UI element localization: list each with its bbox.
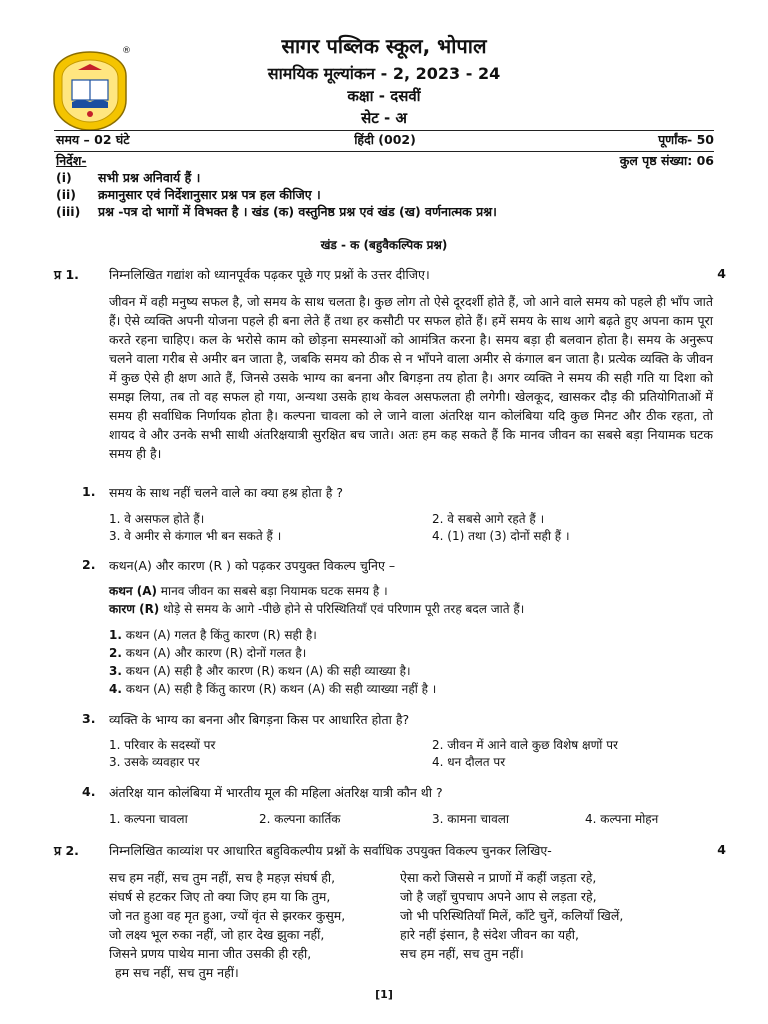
subquestion-text: कथन(A) और कारण (R ) को पढ़कर उपयुक्त विकल्प चुनिए – [109,558,396,573]
registered-mark: ® [122,46,131,56]
total-pages: कुल पृष्ठ संख्या: 06 [619,153,714,168]
poem-line: जो है जहाँ चुपचाप अपने आप से लड़ता रहे, [400,889,597,904]
instruction-item: (iii) प्रश्न -पत्र दो भागों में विभक्त है । खंड (क) वस्तुनिष्ठ प्रश्न एवं खंड (ख) वर्णनात्मक प्रश्न। [56,204,497,219]
set-label: सेट - अ [361,109,407,127]
class-label: कक्षा - दसवीं [347,87,421,105]
instructions-heading: निर्देश- [56,153,87,168]
option: 2. जीवन में आने वाले कुछ विशेष क्षणों पर [432,738,618,752]
poem-right-stanza [400,868,623,963]
question-number: प्र 1. [54,267,79,282]
poem-line: हारे नहीं इंसान, है संदेश जीवन का यही, [400,927,579,942]
poem-line: जो नत हुआ वह मृत हुआ, ज्यों वृंत से झरकर कुसुम, [109,908,346,923]
option: 1. परिवार के सदस्यों पर [109,738,216,752]
option: 4. कल्पना मोहन [585,812,659,826]
page-number: [1] [375,988,393,1001]
question-text: निम्नलिखित गद्यांश को ध्यानपूर्वक पढ़कर पूछे गए प्रश्नों के उत्तर दीजिए। [109,267,430,282]
poem-line: हम सच नहीं, सच तुम नहीं। [115,965,239,980]
question-number: प्र 2. [54,843,79,858]
prose-passage: जीवन में वही मनुष्य सफल है, जो समय के साथ चलता है। कुछ लोग तो ऐसे दूरदर्शी होते हैं, जो आने वाले समय को पहले ही भाँप जाते हैं। ऐसे व्यक्ति अपनी योजना पहले ही बना लेते हैं तथा हर कसौटी पर सफल होते हैं। हमें समय के साथ आगे बढ़ते हुए अपना काम पूरा करते रहना चाहिए। कल के भरोसे काम को छोड़ना समस्याओं को आमंत्रित करना है। समय बड़ा ही बलवान होता है। समय के अनुरूप चलने वाला गरीब से अमीर बन जाता है, जबकि समय को ठीक से न भाँपने वाला अमीर से कंगाल बन जाता है। प्रत्येक व्यक्ति के जीवन में कुछ ऐसे ही क्षण आते हैं, जिनसे उसके भाग्य का बनना और बिगड़ना तय होता है। अगर व्यक्ति ने समय की सही गति या दिशा को समझ लिया, तब तो वह सफल हो गया, अन्यथा उसके हाथ केवल असफलता ही लगेगी। खेलकूद, खासकर दौड़ की प्रतियोगिताओं में समय ही सर्वाधिक निर्णायक होता है। कल्पना चावला को ले जाने वाला अंतरिक्ष यान कोलंबिया यदि कुछ मिनट और ठीक रहता, तो शायद वे और उनके सभी साथी अंतरिक्षयात्री सुरक्षित बच जाते। अतः हम कह सकते हैं कि मानव जीवन का सबसे बड़ा नियामक घटक समय ही है। [109,294,713,461]
option: 4. (1) तथा (3) दोनों सही हैं । [432,529,570,543]
reason: कारण (R) थोड़े से समय के आगे -पीछे होने से परिस्थितियाँ एवं परिणाम पूरी तरह बदल जाते हैं। [109,602,525,616]
option: 4. धन दौलत पर [432,755,506,769]
question-text: निम्नलिखित काव्यांश पर आधारित बहुविकल्पीय प्रश्नों के सर्वाधिक उपयुक्त विकल्प चुनकर लिखिए- [109,843,552,858]
option: 2. वे सबसे आगे रहते हैं । [432,512,545,526]
option: 3. कथन (A) सही है और कारण (R) कथन (A) की सही व्याख्या है। [109,664,411,678]
question-marks: 4 [717,842,726,857]
max-marks-label: पूर्णांक- 50 [658,132,714,147]
option: 2. कल्पना कार्तिक [259,812,341,826]
subquestion-number: 1. [82,484,96,499]
school-name: सागर पब्लिक स्कूल, भोपाल [281,34,487,58]
poem-line: सच हम नहीं, सच तुम नहीं। [400,946,524,961]
section-title: खंड - क (बहुवैकल्पिक प्रश्न) [320,238,448,252]
option: 1. वे असफल होते हैं। [109,512,205,526]
subquestion-text: व्यक्ति के भाग्य का बनना और बिगड़ना किस पर आधारित होता है? [109,712,410,727]
poem-line: जिसने प्रणय पाथेय माना जीत उसकी ही रही, [109,946,312,961]
subject-label: हिंदी (002) [354,132,416,147]
poem-left-stanza [109,868,345,982]
instruction-item: (i) सभी प्रश्न अनिवार्य हैं । [56,170,201,185]
poem-line: जो लक्ष्य भूल रुका नहीं, जो हार देख झुका नहीं, [109,927,325,942]
option: 3. वे अमीर से कंगाल भी बन सकते हैं । [109,529,282,543]
option: 1. कल्पना चावला [109,812,188,826]
poem-line: जो भी परिस्थितियाँ मिलें, काँटे चुनें, कलियाँ खिलें, [400,908,624,923]
subquestion-number: 3. [82,711,96,726]
poem-line: संघर्ष से हटकर जिए तो क्या जिए हम या कि तुम, [109,889,331,904]
instruction-item: (ii) क्रमानुसार एवं निर्देशानुसार प्रश्न पत्र हल कीजिए । [56,187,321,202]
subquestion-number: 4. [82,784,96,799]
assertion: कथन (A) मानव जीवन का सबसे बड़ा नियामक घटक समय है । [109,584,388,598]
subquestion-number: 2. [82,557,96,572]
subquestion-text: अंतरिक्ष यान कोलंबिया में भारतीय मूल की महिला अंतरिक्ष यात्री कौन थी ? [109,785,443,800]
option: 3. उसके व्यवहार पर [109,755,200,769]
meta-row [56,131,714,151]
subquestion-text: समय के साथ नहीं चलने वाले का क्या हश्र होता है ? [109,485,343,500]
poem-line: सच हम नहीं, सच तुम नहीं, सच है महज़ संघर्ष ही, [109,870,336,885]
poem-line: ऐसा करो जिससे न प्राणों में कहीं जड़ता रहे, [400,870,597,885]
option: 2. कथन (A) और कारण (R) दोनों गलत है। [109,646,307,660]
option: 4. कथन (A) सही है किंतु कारण (R) कथन (A) की सही व्याख्या नहीं है । [109,682,437,696]
question-marks: 4 [717,266,726,281]
time-label: समय – 02 घंटे [56,132,130,147]
option: 1. कथन (A) गलत है किंतु कारण (R) सही है। [109,628,317,642]
option: 3. कामना चावला [432,812,509,826]
header-rule-bottom [54,151,714,152]
exam-title: सामयिक मूल्यांकन - 2, 2023 - 24 [267,64,501,83]
